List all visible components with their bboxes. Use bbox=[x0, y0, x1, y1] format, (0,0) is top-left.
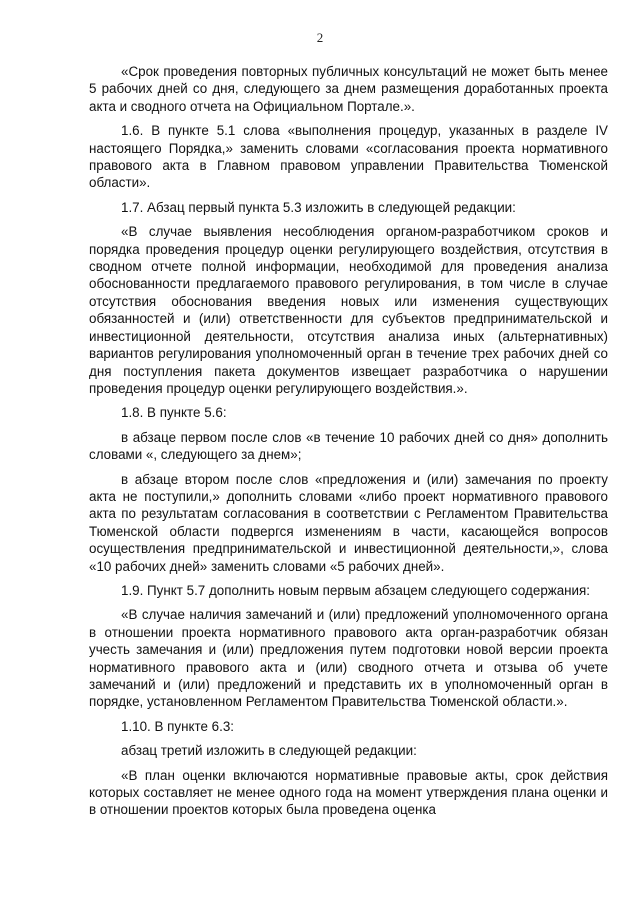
paragraph-5-6-first: в абзаце первом после слов «в течение 10 рабочих дней со дня» дополнить словами «, следующего за днем»; bbox=[89, 429, 608, 463]
paragraph-1-9: 1.9. Пункт 5.7 дополнить новым первым абзацем следующего содержания: bbox=[121, 582, 591, 598]
paragraph-1-7: 1.7. Абзац первый пункта 5.3 изложить в следующей редакции: bbox=[121, 199, 516, 215]
paragraph-6-3-third: абзац третий изложить в следующей редакции: bbox=[121, 743, 417, 759]
paragraph-quote-6-3: «В план оценки включаются нормативные правовые акты, срок действия которых составляет не менее одного года на момент утверждения плана оценки и в отношении проектов которых была проведена оценка bbox=[89, 767, 608, 818]
page-number: 2 bbox=[316, 30, 324, 45]
document-body bbox=[89, 63, 608, 825]
paragraph-quote-5-7: «В случае наличия замечаний и (или) предложений уполномоченного органа в отношении проекта нормативного правового акта орган-разработчик обязан учесть замечания и (или) предложения путем подготовки новой версии проекта нормативного правового акта и (или) сводного отчета и отзыва об учете замечаний и (или) предложений и представить их в уполномоченный орган в порядке, установленном Регламентом Правительства Тюменской области.». bbox=[89, 607, 608, 710]
paragraph-quote-consultations: «Срок проведения повторных публичных консультаций не может быть менее 5 рабочих дней со дня, следующего за днем размещения доработанных проекта акта и сводного отчета на Официальном Портале.». bbox=[89, 64, 608, 114]
paragraph-5-6-second: в абзаце втором после слов «предложения и (или) замечания по проекту акта не поступили,» дополнить словами «либо проект нормативного правового акта по результатам согласования в соответствии с Регламентом Правительства Тюменской области подвергся изменениям в части, касающейся вопросов осуществления предпринимательской и инвестиционной деятельности,», слова «10 рабочих дней» заменить словами «5 рабочих дней». bbox=[89, 471, 608, 574]
paragraph-1-8: 1.8. В пункте 5.6: bbox=[121, 405, 227, 421]
paragraph-1-6: 1.6. В пункте 5.1 слова «выполнения процедур, указанных в разделе IV настоящего Порядка,» заменить словами «согласования проекта нормативного правового акта в Главном правовом управлении Правительства Тюменской области». bbox=[89, 123, 608, 191]
paragraph-1-10: 1.10. В пункте 6.3: bbox=[121, 718, 234, 734]
paragraph-quote-5-3: «В случае выявления несоблюдения органом-разработчиком сроков и порядка проведения процедур оценки регулирующего воздействия, отсутствия в сводном отчете полной информации, необходимой для проведения анализа обоснованности предлагаемого правового регулирования, в том числе в случае отсутствия обоснования введения новых или изменения существующих обязанностей и (или) ответственности для субъектов предпринимательской и инвестиционной деятельности, отсутствия анализа иных (альтернативных) вариантов регулирования уполномоченный орган в течение трех рабочих дней со дня поступления пакета документов извещает разработчика о нарушении проведения процедур оценки регулирующего воздействия.». bbox=[89, 224, 608, 396]
